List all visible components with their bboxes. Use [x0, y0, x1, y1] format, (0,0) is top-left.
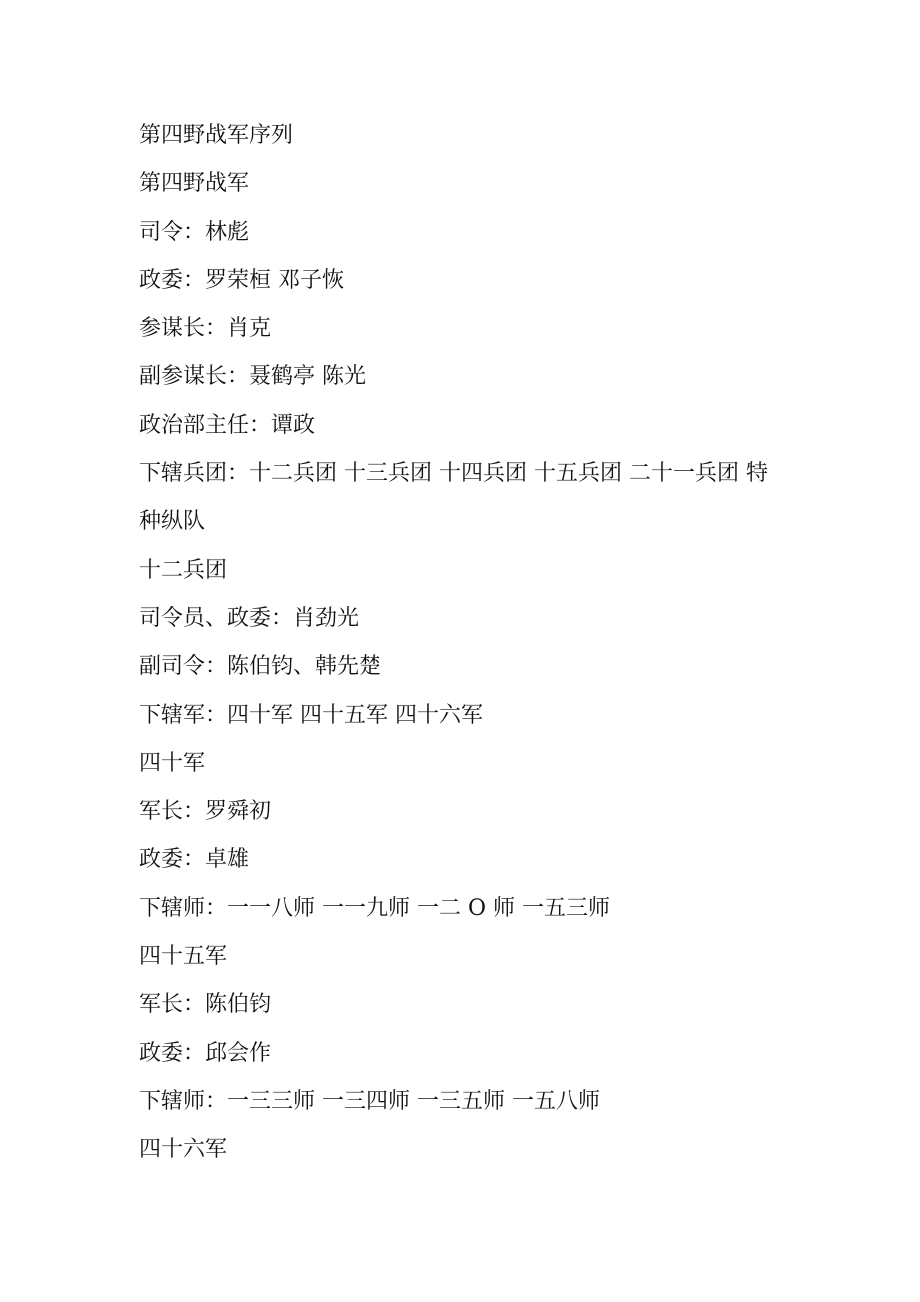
section-heading: 四十军 [139, 750, 206, 776]
section-heading: 十二兵团 [139, 557, 228, 583]
text-line: 政委：卓雄 [139, 847, 250, 873]
text-line: 下辖兵团：十二兵团 十三兵团 十四兵团 十五兵团 二十一兵团 特 [139, 461, 768, 487]
text-line: 政委：罗荣桓 邓子恢 [139, 267, 344, 293]
doc-title: 第四野战军序列 [139, 123, 294, 148]
text-line: 军长：罗舜初 [139, 799, 272, 825]
text-line: 种纵队 [139, 509, 206, 535]
text-line: 参谋长：肖克 [139, 316, 272, 342]
section-heading: 四十五军 [139, 944, 228, 970]
text-line: 下辖军：四十军 四十五军 四十六军 [139, 702, 483, 728]
text-line: 政治部主任：谭政 [139, 412, 316, 438]
text-line: 军长：陈伯钧 [139, 992, 272, 1018]
text-line: 司令：林彪 [139, 219, 250, 245]
text-line: 下辖师：一一八师 一一九师 一二 O 师 一五三师 [139, 895, 611, 921]
text-line: 司令员、政委：肖劲光 [139, 605, 360, 631]
text-line: 政委：邱会作 [139, 1040, 272, 1066]
section-heading: 四十六军 [139, 1137, 228, 1163]
text-line: 副参谋长：聂鹤亭 陈光 [139, 364, 366, 390]
text-line: 副司令：陈伯钧、韩先楚 [139, 654, 382, 680]
text-line: 下辖师：一三三师 一三四师 一三五师 一五八师 [139, 1088, 600, 1114]
document-body [139, 112, 789, 1175]
army-heading: 第四野战军 [139, 171, 250, 197]
